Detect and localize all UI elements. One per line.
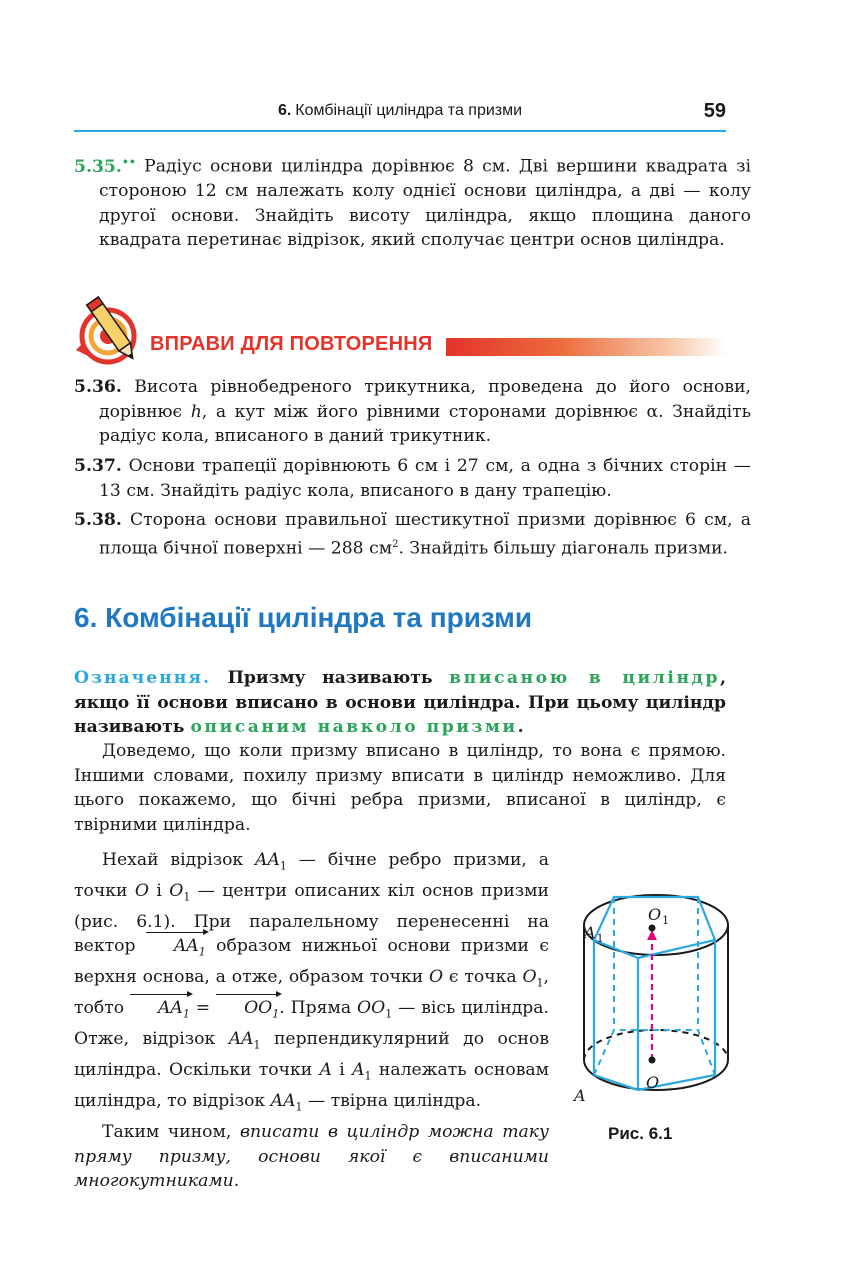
vector-OO1: $OO_1$ xyxy=(216,996,279,1027)
exercise-number: 5.35.•• xyxy=(74,155,136,177)
definition-block: Означення. Призму називають вписаною в циліндр, якщо її основи вписано в основи циліндра. При цьому циліндр називають описаним навколо призми. xyxy=(74,668,726,737)
label-A: A xyxy=(574,1086,586,1105)
conclusion-italic: вписати в циліндр можна таку пряму призму, основи якої є вписаними многокутниками xyxy=(74,1122,549,1191)
page-number: 59 xyxy=(703,100,726,122)
exercise-5-37 xyxy=(74,454,751,503)
exercise-number: 5.37. xyxy=(74,456,122,476)
vector-AA1: $AA_1$ xyxy=(146,934,206,965)
exercise-number: 5.38. xyxy=(74,510,122,530)
figure-caption: Рис. 6.1 xyxy=(608,1124,673,1143)
label-O: O xyxy=(646,1073,660,1092)
page-header xyxy=(74,98,726,132)
running-title xyxy=(74,102,726,120)
vector-AA1: $AA_1$ xyxy=(130,996,190,1027)
pencil-target-icon xyxy=(74,290,148,365)
exercise-5-36: 5.36. Висота рівнобедреного трикутника, проведена до його основи, дорівнює h, а кут між його рівними сторонами дорівнює α. Знайдіть радіус кола, вписаного в даний трикутник. xyxy=(74,377,751,446)
label-A1: $A_1$ xyxy=(584,923,604,945)
exercise-text: Основи трапеції дорівнюють 6 см і 27 см, а одна з бічних сторін — 13 см. Знайдіть радіус кола, вписаного в дану трапецію. xyxy=(99,456,751,501)
banner-title: ВПРАВИ ДЛЯ ПОВТОРЕННЯ xyxy=(150,333,433,355)
chapter-title: Комбінації циліндра та призми xyxy=(295,102,523,119)
section-title: 6. Комбінації циліндра та призми xyxy=(74,602,533,633)
exercise-5-35 xyxy=(74,150,751,253)
figure-cylinder-prism xyxy=(568,880,743,1110)
term-inscribed: вписаною в циліндр xyxy=(449,668,720,688)
banner-gradient-bar xyxy=(446,338,726,356)
exercise-text: Радіус основи циліндра дорівнює 8 см. Дві вершини квадрата зі стороною 12 см належать колу однієї основи циліндра, а дві — колу другої основи. Знайдіть висоту циліндра, якщо площина даного квадрата перетинає відрізок, який сполучає центри основ циліндра. xyxy=(99,156,751,251)
review-exercises-banner xyxy=(74,290,726,365)
definition-keyword: Означення. xyxy=(74,668,212,688)
chapter-number: 6. xyxy=(277,102,292,119)
label-O1: $O_1$ xyxy=(648,905,670,927)
exercise-5-38: 5.38. Сторона основи правильної шестикутної призми дорівнює 6 см, а площа бічної поверхні — 288 $см^2$. Знайдіть більшу діагональ призми. xyxy=(74,510,751,559)
term-circumscribed: описаним навколо призми xyxy=(190,717,518,737)
paragraph-intro: Доведемо, що коли призму вписано в циліндр, то вона є прямою. Іншими словами, похилу призму вписати в циліндр неможливо. Для цього покажемо, що бічні ребра призми, вписаної в циліндр, є твірними циліндра. xyxy=(74,741,726,835)
exercise-number: 5.36. xyxy=(74,377,122,397)
paragraph-proof: Нехай відрізок $AA_1$ — бічне ребро призми, а точки O і $O_1$ — центри описаних кіл основ призми (рис. 6.1). При паралельному перенесенні на вектор $AA_1$ образом нижньої основи призми є верхня основа, а отже, образом точки O є точка $O_1$, тобто $AA_1 = OO_1$. Пряма $OO_1$ — вісь циліндра. Отже, відрізок $AA_1$ перпендикулярний до основ циліндра. Оскільки точки A і $A_1$ належать основам циліндра, то відрізок $AA_1$ — твірна циліндра. Таким чином, вписати в циліндр можна таку пряму призму, основи якої є вписаними многокутниками. xyxy=(74,850,549,1191)
